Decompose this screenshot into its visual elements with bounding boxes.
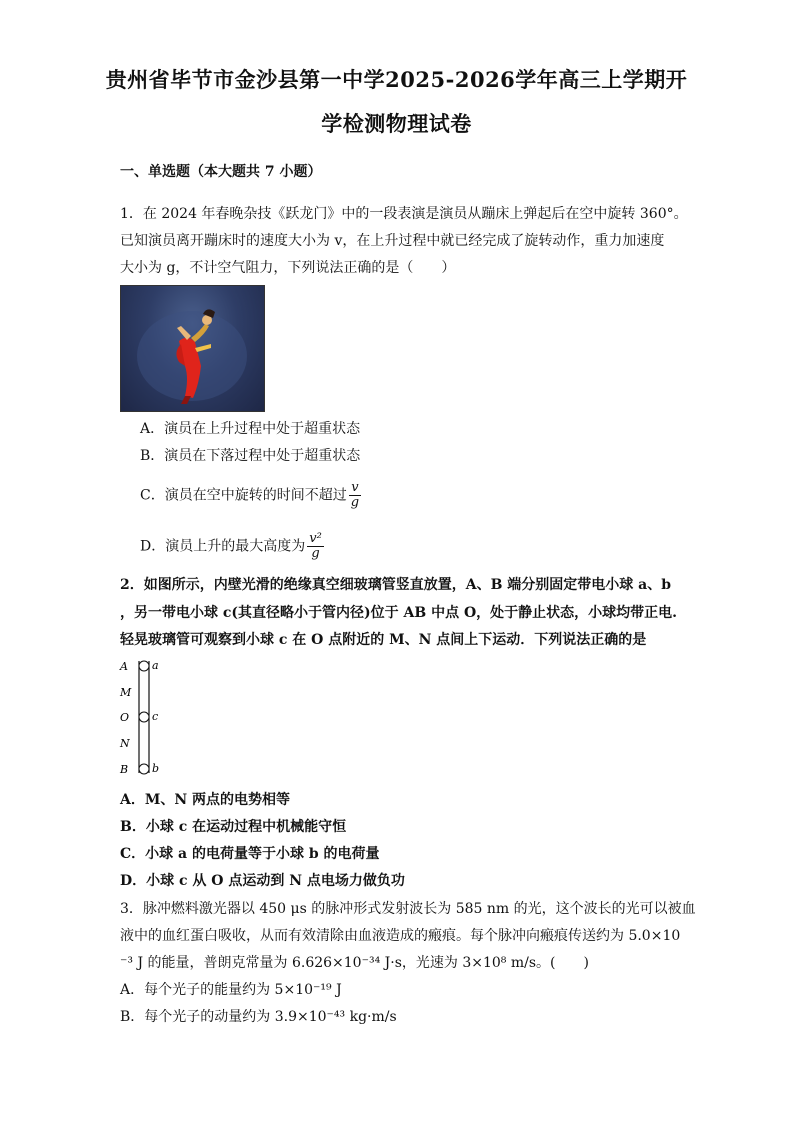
q1-stem-line1: 1．在 2024 年春晚杂技《跃龙门》中的一段表演是演员从蹦床上弹起后在空中旋转 360°。 <box>120 206 688 222</box>
ball-b <box>139 764 149 774</box>
q1-stem-line3: 大小为 g，不计空气阻力，下列说法正确的是（ ） <box>120 260 456 276</box>
q2-stem-line1: 2．如图所示，内壁光滑的绝缘真空细玻璃管竖直放置，A、B 端分别固定带电小球 a、b <box>120 577 672 593</box>
q1-option-d <box>140 532 324 561</box>
acrobat-photo <box>120 285 265 412</box>
q3-stem-line3: ⁻³ J 的能量，普朗克常量为 6.626×10⁻³⁴ J·s，光速为 3×10⁸ m/s。( ) <box>120 955 589 971</box>
label-A: A <box>120 660 128 673</box>
q3-stem-line1: 3．脉冲燃料激光器以 450 μs 的脉冲形式发射波长为 585 nm 的光，这个波长的光可以被血 <box>120 901 696 917</box>
q1-option-c <box>140 481 361 510</box>
ball-c <box>139 712 149 722</box>
q2-stem-line3: 轻晃玻璃管可观察到小球 c 在 O 点附近的 M、N 点间上下运动．下列说法正确的是 <box>120 632 647 648</box>
label-a: a <box>152 659 159 672</box>
label-B: B <box>120 763 129 776</box>
ball-a <box>139 661 149 671</box>
q3-option-a: A．每个光子的能量约为 5×10⁻¹⁹ J <box>120 982 342 998</box>
label-M: M <box>120 686 132 699</box>
fraction-v-over-g <box>349 481 361 510</box>
q3-option-b: B．每个光子的动量约为 3.9×10⁻⁴³ kg·m/s <box>120 1009 397 1025</box>
fraction-denominator: g <box>311 546 320 561</box>
fraction-denominator: g <box>350 495 360 510</box>
label-N: N <box>120 737 130 750</box>
glass-tube-diagram <box>118 655 178 780</box>
q3-stem-line2: 液中的血红蛋白吸收，从而有效清除由血液造成的瘢痕。每个脉冲向瘢痕传送约为 5.0×10 <box>120 928 681 944</box>
q1-option-b: B．演员在下落过程中处于超重状态 <box>140 448 361 464</box>
q2-option-c: C．小球 a 的电荷量等于小球 b 的电荷量 <box>120 846 380 862</box>
q2-stem-line2: ，另一带电小球 c(其直径略小于管内径)位于 AB 中点 O，处于静止状态，小球均带正电. <box>120 605 678 621</box>
exam-title-line1: 贵州省毕节市金沙县第一中学2025-2026学年高三上学期开 <box>105 67 688 92</box>
q1-option-d-text: D．演员上升的最大高度为 <box>140 538 306 555</box>
fraction-v2-over-g <box>307 532 324 561</box>
q2-option-b: B．小球 c 在运动过程中机械能守恒 <box>120 819 347 835</box>
label-O: O <box>120 711 130 724</box>
q1-option-c-text: C．演员在空中旋转的时间不超过 <box>140 487 347 504</box>
label-c: c <box>152 710 159 723</box>
fraction-numerator: v <box>351 480 359 495</box>
q1-stem-line2: 已知演员离开蹦床时的速度大小为 v，在上升过程中就已经完成了旋转动作，重力加速度 <box>120 233 665 249</box>
label-b: b <box>152 762 160 775</box>
q2-option-a: A．M、N 两点的电势相等 <box>120 792 291 808</box>
section-heading: 一、单选题（本大题共 7 小题） <box>120 164 322 180</box>
q2-option-d: D．小球 c 从 O 点运动到 N 点电场力做负功 <box>120 873 405 889</box>
exam-title-line2: 学检测物理试卷 <box>321 111 472 136</box>
q1-option-a: A．演员在上升过程中处于超重状态 <box>140 421 361 437</box>
fraction-numerator: v² <box>309 531 322 546</box>
